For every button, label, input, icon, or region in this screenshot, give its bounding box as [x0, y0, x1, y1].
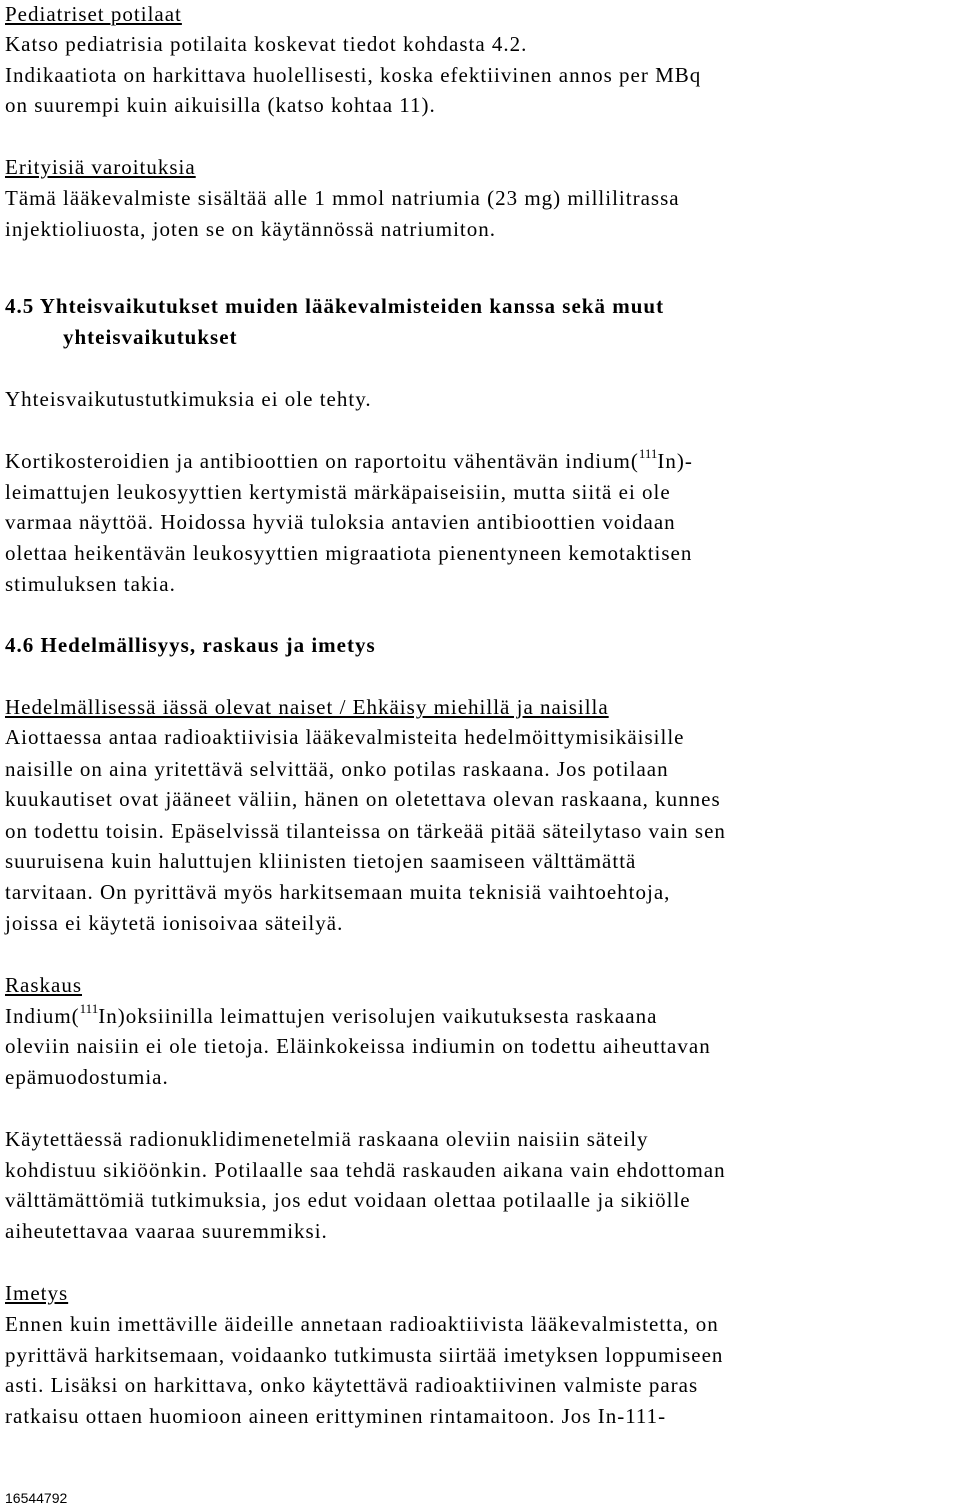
- fertility-line-5: suuruisena kuin haluttujen kliinisten tietojen saamiseen välttämättä: [5, 849, 637, 873]
- breastfeeding-line-2: pyrittävä harkitsemaan, voidaanko tutkimusta siirtää imetyksen loppumiseen: [5, 1343, 724, 1367]
- warnings-heading: Erityisiä varoituksia: [5, 155, 196, 179]
- pregnancy-p2-line-4: aiheutettavaa vaaraa suuremmiksi.: [5, 1219, 328, 1243]
- section-4-5-paragraph-line-4: olettaa heikentävän leukosyyttien migraatiota pienentyneen kemotaktisen: [5, 541, 693, 565]
- section-4-5-intro: Yhteisvaikutustutkimuksia ei ole tehty.: [5, 387, 372, 411]
- pregnancy-line-3: epämuodostumia.: [5, 1065, 169, 1089]
- section-4-5-paragraph-line-2: leimattujen leukosyyttien kertymistä märkäpaiseisiin, mutta siitä ei ole: [5, 480, 671, 504]
- section-4-6-heading: 4.6 Hedelmällisyys, raskaus ja imetys: [5, 633, 376, 657]
- pregnancy-line-1: [5, 1003, 657, 1029]
- paediatric-line-2: Indikaatiota on harkittava huolellisesti, koska efektiivinen annos per MBq: [5, 63, 702, 87]
- fertility-line-7: joissa ei käytetä ionisoivaa säteilyä.: [5, 911, 344, 935]
- document-id-footer: 16544792: [5, 1490, 68, 1506]
- breastfeeding-line-3: asti. Lisäksi on harkittava, onko käytettävä radioaktiivinen valmiste paras: [5, 1373, 699, 1397]
- pregnancy-p2-line-2: kohdistuu sikiöönkin. Potilaalle saa tehdä raskauden aikana vain ehdottoman: [5, 1158, 726, 1182]
- warnings-line-1: Tämä lääkevalmiste sisältää alle 1 mmol natriumia (23 mg) millilitrassa: [5, 186, 680, 210]
- pregnancy-p2-line-3: välttämättömiä tutkimuksia, jos edut voidaan olettaa potilaalle ja sikiölle: [5, 1188, 691, 1212]
- fertility-line-2: naisille on aina yritettävä selvittää, onko potilas raskaana. Jos potilaan: [5, 757, 669, 781]
- fertility-line-1: Aiottaessa antaa radioaktiivisia lääkevalmisteita hedelmöittymisikäisille: [5, 725, 685, 749]
- breastfeeding-line-4: ratkaisu ottaen huomioon aineen erittyminen rintamaitoon. Jos In-111-: [5, 1404, 667, 1428]
- line-text: In)oksiinilla leimattujen verisolujen vaikutuksesta raskaana: [98, 1004, 658, 1028]
- pregnancy-heading: Raskaus: [5, 973, 82, 997]
- warnings-line-2: injektioliuosta, joten se on käytännössä natriumiton.: [5, 217, 497, 241]
- fertility-line-4: on todettu toisin. Epäselvissä tilanteissa on tärkeää pitää säteilytaso vain sen: [5, 819, 726, 843]
- paediatric-line-3: on suurempi kuin aikuisilla (katso kohtaa 11).: [5, 93, 436, 117]
- line-text: In)-: [657, 449, 693, 473]
- section-4-5-paragraph-line-1: [5, 448, 693, 474]
- section-4-5-paragraph-line-5: stimuluksen takia.: [5, 572, 176, 596]
- section-4-5-heading-line-2: yhteisvaikutukset: [63, 325, 238, 349]
- breastfeeding-line-1: Ennen kuin imettäville äideille annetaan radioaktiivista lääkevalmistetta, on: [5, 1312, 719, 1336]
- isotope-superscript: 111: [638, 446, 658, 461]
- fertility-line-3: kuukautiset ovat jääneet väliin, hänen on oletettava olevan raskaana, kunnes: [5, 787, 721, 811]
- line-text: Kortikosteroidien ja antibioottien on raportoitu vähentävän indium(: [5, 449, 639, 473]
- pregnancy-p2-line-1: Käytettäessä radionuklidimenetelmiä raskaana oleviin naisiin säteily: [5, 1127, 649, 1151]
- line-text: Indium(: [5, 1004, 80, 1028]
- isotope-superscript: 111: [79, 1001, 99, 1016]
- section-4-5-paragraph-line-3: varmaa näyttöä. Hoidossa hyviä tuloksia antavien antibioottien voidaan: [5, 510, 676, 534]
- breastfeeding-heading: Imetys: [5, 1281, 69, 1305]
- fertility-heading: Hedelmällisessä iässä olevat naiset / Ehkäisy miehillä ja naisilla: [5, 695, 609, 719]
- paediatric-heading: Pediatriset potilaat: [5, 2, 182, 26]
- section-4-5-heading-line-1: 4.5 Yhteisvaikutukset muiden lääkevalmisteiden kanssa sekä muut: [5, 294, 665, 318]
- paediatric-line-1: Katso pediatrisia potilaita koskevat tiedot kohdasta 4.2.: [5, 32, 528, 56]
- fertility-line-6: tarvitaan. On pyrittävä myös harkitsemaan muita teknisiä vaihtoehtoja,: [5, 880, 671, 904]
- pregnancy-line-2: oleviin naisiin ei ole tietoja. Eläinkokeissa indiumin on todettu aiheuttavan: [5, 1034, 711, 1058]
